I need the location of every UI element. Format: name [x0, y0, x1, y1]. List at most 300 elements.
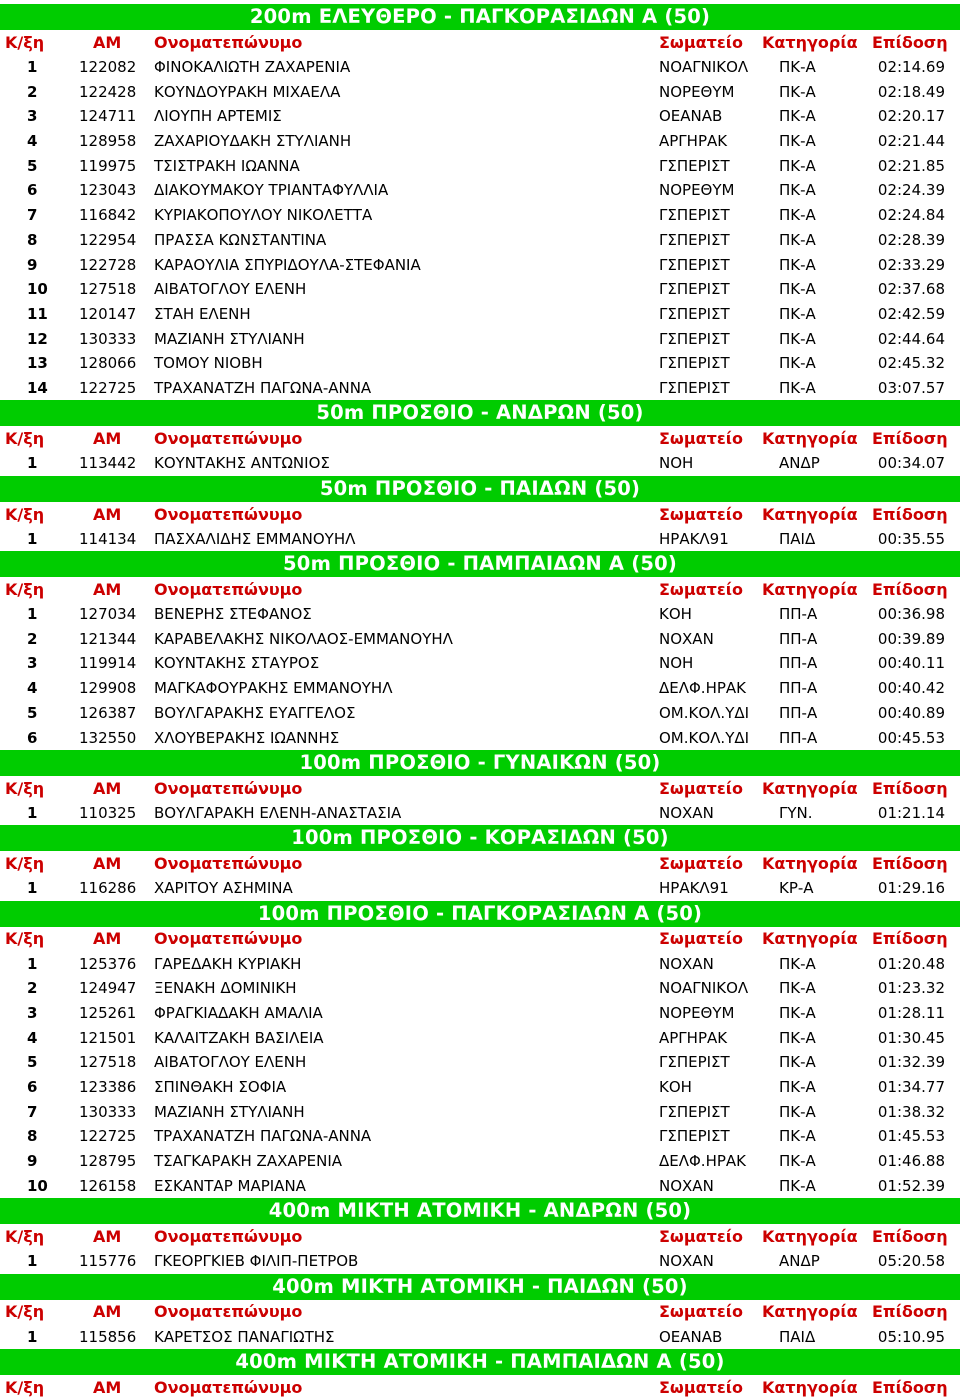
cell-time: 05:10.95 [877, 1327, 945, 1346]
event-title: 400m ΜΙΚΤΗ ΑΤΟΜΙΚΗ - ΑΝΔΡΩΝ (50) [0, 1198, 960, 1224]
event-title: 100m ΠΡΟΣΘΙΟ - ΓΥΝΑΙΚΩΝ (50) [0, 750, 960, 776]
cell-am: 122428 [79, 82, 137, 101]
event-title: 100m ΠΡΟΣΘΙΟ - ΠΑΓΚΟΡΑΣΙΔΩΝ Α (50) [0, 901, 960, 927]
cell-am: 116286 [79, 879, 137, 898]
cell-time: 01:23.32 [877, 979, 945, 998]
cell-name: ΚΑΡΑΟΥΛΙΑ ΣΠΥΡΙΔΟΥΛΑ-ΣΤΕΦΑΝΙΑ [154, 255, 421, 274]
header-club: Σωματείο [659, 579, 743, 599]
cell-club: ΝΟΗ [659, 454, 694, 473]
header-name: Ονοματεπώνυμο [154, 579, 303, 599]
table-row [0, 976, 960, 1001]
cell-time: 02:44.64 [877, 329, 945, 348]
header-club: Σωματείο [659, 32, 743, 52]
cell-rank: 6 [27, 728, 38, 747]
cell-name: ΑΙΒΑΤΟΓΛΟΥ ΕΛΕΝΗ [154, 280, 307, 299]
cell-time: 01:32.39 [877, 1053, 945, 1072]
cell-category: ΠΠ-Α [779, 605, 818, 624]
cell-am: 119914 [79, 654, 137, 673]
table-row [0, 153, 960, 178]
cell-time: 02:20.17 [877, 107, 945, 126]
cell-time: 00:39.89 [877, 629, 945, 648]
cell-am: 123043 [79, 181, 137, 200]
cell-name: ΕΣΚΑΝΤΑΡ ΜΑΡΙΑΝΑ [154, 1176, 306, 1195]
header-rank: Κ/ξη [5, 778, 45, 798]
header-am: ΑΜ [93, 778, 122, 798]
cell-category: ΠΚ-Α [779, 304, 816, 323]
cell-name: ΠΡΑΣΣΑ ΚΩΝΣΤΑΝΤΙΝΑ [154, 230, 327, 249]
cell-rank: 10 [27, 1176, 48, 1195]
cell-category: ΠΠ-Α [779, 728, 818, 747]
cell-category: ΠΚ-Α [779, 132, 816, 151]
header-category: Κατηγορία [762, 504, 858, 524]
header-club: Σωματείο [659, 929, 743, 949]
cell-rank: 7 [27, 1102, 38, 1121]
header-am: ΑΜ [93, 429, 122, 449]
cell-name: ΞΕΝΑΚΗ ΔΟΜΙΝΙΚΗ [154, 979, 297, 998]
header-am: ΑΜ [93, 854, 122, 874]
header-am: ΑΜ [93, 929, 122, 949]
cell-name: ΓΚΕΟΡΓΚΙΕΒ ΦΙΛΙΠ-ΠΕΤΡΟΒ [154, 1252, 359, 1271]
header-category: Κατηγορία [762, 778, 858, 798]
cell-name: ΜΑΖΙΑΝΗ ΣΤΥΛΙΑΝΗ [154, 1102, 305, 1121]
cell-name: ΖΑΧΑΡΙΟΥΔΑΚΗ ΣΤΥΛΙΑΝΗ [154, 132, 352, 151]
cell-club: ΝΟΡΕΘΥΜ [659, 82, 735, 101]
cell-rank: 1 [27, 58, 38, 77]
cell-name: ΧΑΡΙΤΟΥ ΑΣΗΜΙΝΑ [154, 879, 293, 898]
header-time: Επίδοση [872, 1227, 948, 1247]
header-rank: Κ/ξη [5, 1302, 45, 1322]
table-row [0, 228, 960, 253]
cell-club: ΝΟΑΓΝΙΚΟΛ [659, 979, 749, 998]
cell-club: ΝΟΧΑΝ [659, 629, 714, 648]
table-row [0, 1249, 960, 1274]
cell-rank: 1 [27, 605, 38, 624]
header-rank: Κ/ξη [5, 504, 45, 524]
cell-time: 02:24.39 [877, 181, 945, 200]
cell-time: 01:29.16 [877, 879, 945, 898]
cell-name: ΚΑΡΑΒΕΛΑΚΗΣ ΝΙΚΟΛΑΟΣ-ΕΜΜΑΝΟΥΗΛ [154, 629, 453, 648]
cell-am: 122725 [79, 1127, 137, 1146]
cell-club: ΓΣΠΕΡΙΣΤ [659, 230, 730, 249]
table-row [0, 79, 960, 104]
header-time: Επίδοση [872, 1302, 948, 1322]
cell-club: ΓΣΠΕΡΙΣΤ [659, 280, 730, 299]
column-header-row [0, 851, 960, 876]
cell-rank: 5 [27, 703, 38, 722]
header-name: Ονοματεπώνυμο [154, 504, 303, 524]
cell-rank: 11 [27, 304, 48, 323]
header-am: ΑΜ [93, 504, 122, 524]
cell-am: 126158 [79, 1176, 137, 1195]
cell-time: 00:36.98 [877, 605, 945, 624]
cell-time: 03:07.57 [877, 378, 945, 397]
cell-club: ΓΣΠΕΡΙΣΤ [659, 206, 730, 225]
header-club: Σωματείο [659, 1377, 743, 1397]
cell-am: 122725 [79, 378, 137, 397]
header-name: Ονοματεπώνυμο [154, 929, 303, 949]
cell-rank: 10 [27, 280, 48, 299]
cell-am: 120147 [79, 304, 137, 323]
cell-time: 01:46.88 [877, 1152, 945, 1171]
cell-name: ΛΙΟΥΠΗ ΑΡΤΕΜΙΣ [154, 107, 282, 126]
table-row [0, 1324, 960, 1349]
cell-name: ΤΡΑΧΑΝΑΤΖΗ ΠΑΓΩΝΑ-ΑΝΝΑ [154, 1127, 372, 1146]
cell-club: ΝΟΧΑΝ [659, 803, 714, 822]
header-club: Σωματείο [659, 1227, 743, 1247]
table-row [0, 701, 960, 726]
cell-time: 02:28.39 [877, 230, 945, 249]
header-category: Κατηγορία [762, 1227, 858, 1247]
cell-name: ΑΙΒΑΤΟΓΛΟΥ ΕΛΕΝΗ [154, 1053, 307, 1072]
header-time: Επίδοση [872, 854, 948, 874]
cell-am: 123386 [79, 1078, 137, 1097]
cell-club: ΓΣΠΕΡΙΣΤ [659, 304, 730, 323]
cell-time: 02:42.59 [877, 304, 945, 323]
table-row [0, 651, 960, 676]
table-row [0, 1174, 960, 1199]
cell-am: 127518 [79, 280, 137, 299]
header-am: ΑΜ [93, 32, 122, 52]
header-rank: Κ/ξη [5, 1227, 45, 1247]
header-category: Κατηγορία [762, 1377, 858, 1397]
cell-rank: 12 [27, 329, 48, 348]
table-row [0, 451, 960, 476]
cell-rank: 5 [27, 156, 38, 175]
cell-rank: 4 [27, 1028, 38, 1047]
cell-time: 02:24.84 [877, 206, 945, 225]
header-category: Κατηγορία [762, 429, 858, 449]
cell-category: ΠΠ-Α [779, 703, 818, 722]
cell-am: 122954 [79, 230, 137, 249]
header-category: Κατηγορία [762, 854, 858, 874]
cell-rank: 1 [27, 529, 38, 548]
cell-club: ΓΣΠΕΡΙΣΤ [659, 1102, 730, 1121]
header-club: Σωματείο [659, 1302, 743, 1322]
cell-club: ΓΣΠΕΡΙΣΤ [659, 354, 730, 373]
header-category: Κατηγορία [762, 929, 858, 949]
cell-time: 02:33.29 [877, 255, 945, 274]
cell-club: ΗΡΑΚΛ91 [659, 879, 729, 898]
cell-am: 130333 [79, 1102, 137, 1121]
cell-category: ΠΚ-Α [779, 954, 816, 973]
cell-am: 122728 [79, 255, 137, 274]
cell-category: ΠΚ-Α [779, 1102, 816, 1121]
cell-category: ΠΚ-Α [779, 1053, 816, 1072]
cell-am: 127034 [79, 605, 137, 624]
cell-rank: 4 [27, 132, 38, 151]
cell-category: ΠΚ-Α [779, 1028, 816, 1047]
cell-am: 130333 [79, 329, 137, 348]
cell-time: 00:40.89 [877, 703, 945, 722]
cell-am: 122082 [79, 58, 137, 77]
cell-name: ΤΟΜΟΥ ΝΙΟΒΗ [154, 354, 263, 373]
table-row [0, 203, 960, 228]
cell-am: 125376 [79, 954, 137, 973]
cell-category: ΠΚ-Α [779, 354, 816, 373]
table-row [0, 277, 960, 302]
cell-name: ΚΑΡΕΤΣΟΣ ΠΑΝΑΓΙΩΤΗΣ [154, 1327, 335, 1346]
cell-category: ΠΚ-Α [779, 58, 816, 77]
cell-rank: 2 [27, 82, 38, 101]
cell-time: 02:18.49 [877, 82, 945, 101]
cell-time: 00:40.42 [877, 679, 945, 698]
table-row [0, 1099, 960, 1124]
cell-club: ΓΣΠΕΡΙΣΤ [659, 1127, 730, 1146]
header-rank: Κ/ξη [5, 579, 45, 599]
cell-name: ΧΛΟΥΒΕΡΑΚΗΣ ΙΩΑΝΝΗΣ [154, 728, 340, 747]
header-category: Κατηγορία [762, 1302, 858, 1322]
table-row [0, 951, 960, 976]
header-category: Κατηγορία [762, 579, 858, 599]
header-name: Ονοματεπώνυμο [154, 32, 303, 52]
cell-rank: 8 [27, 1127, 38, 1146]
cell-club: ΝΟΧΑΝ [659, 954, 714, 973]
cell-category: ΠΚ-Α [779, 1078, 816, 1097]
table-row [0, 1075, 960, 1100]
cell-club: ΟΕΑΝΑΒ [659, 1327, 723, 1346]
cell-category: ΠΠ-Α [779, 654, 818, 673]
cell-name: ΤΣΑΓΚΑΡΑΚΗ ΖΑΧΑΡΕΝΙΑ [154, 1152, 343, 1171]
header-name: Ονοματεπώνυμο [154, 429, 303, 449]
table-row [0, 104, 960, 129]
cell-name: ΜΑΓΚΑΦΟΥΡΑΚΗΣ ΕΜΜΑΝΟΥΗΛ [154, 679, 393, 698]
cell-am: 115776 [79, 1252, 137, 1271]
cell-category: ΠΚ-Α [779, 280, 816, 299]
event-title: 400m ΜΙΚΤΗ ΑΤΟΜΙΚΗ - ΠΑΜΠΑΙΔΩΝ Α (50) [0, 1349, 960, 1375]
cell-am: 121501 [79, 1028, 137, 1047]
table-row [0, 676, 960, 701]
cell-name: ΚΑΛΑΙΤΖΑΚΗ ΒΑΣΙΛΕΙΑ [154, 1028, 324, 1047]
table-row [0, 302, 960, 327]
cell-category: ΠΚ-Α [779, 378, 816, 397]
cell-category: ΠΚ-Α [779, 1176, 816, 1195]
table-row [0, 252, 960, 277]
cell-club: ΑΡΓΗΡΑΚ [659, 132, 728, 151]
cell-am: 124947 [79, 979, 137, 998]
cell-club: ΓΣΠΕΡΙΣΤ [659, 378, 730, 397]
cell-am: 116842 [79, 206, 137, 225]
table-row [0, 526, 960, 551]
header-name: Ονοματεπώνυμο [154, 1302, 303, 1322]
cell-category: ΠΚ-Α [779, 1127, 816, 1146]
header-rank: Κ/ξη [5, 1377, 45, 1397]
cell-rank: 14 [27, 378, 48, 397]
cell-category: ΠΠ-Α [779, 629, 818, 648]
header-time: Επίδοση [872, 1377, 948, 1397]
table-row [0, 351, 960, 376]
column-header-row [0, 1375, 960, 1400]
cell-am: 128958 [79, 132, 137, 151]
cell-time: 00:40.11 [877, 654, 945, 673]
cell-rank: 2 [27, 629, 38, 648]
cell-category: ΠΠ-Α [779, 679, 818, 698]
cell-time: 01:45.53 [877, 1127, 945, 1146]
cell-name: ΚΟΥΝΤΑΚΗΣ ΑΝΤΩΝΙΟΣ [154, 454, 330, 473]
cell-rank: 3 [27, 1004, 38, 1023]
cell-time: 01:52.39 [877, 1176, 945, 1195]
cell-time: 02:14.69 [877, 58, 945, 77]
cell-am: 126387 [79, 703, 137, 722]
cell-club: ΚΟΗ [659, 1078, 692, 1097]
results-sheet [0, 4, 960, 1400]
cell-name: ΠΑΣΧΑΛΙΔΗΣ ΕΜΜΑΝΟΥΗΛ [154, 529, 356, 548]
header-time: Επίδοση [872, 778, 948, 798]
cell-category: ΠΚ-Α [779, 255, 816, 274]
cell-rank: 6 [27, 1078, 38, 1097]
cell-rank: 6 [27, 181, 38, 200]
table-row [0, 376, 960, 401]
cell-time: 01:20.48 [877, 954, 945, 973]
cell-category: ΠΚ-Α [779, 82, 816, 101]
cell-club: ΟΜ.ΚΟΛ.ΥΔΙ [659, 703, 750, 722]
cell-name: ΣΠΙΝΘΑΚΗ ΣΟΦΙΑ [154, 1078, 287, 1097]
header-rank: Κ/ξη [5, 32, 45, 52]
cell-club: ΓΣΠΕΡΙΣΤ [659, 255, 730, 274]
event-title: 400m ΜΙΚΤΗ ΑΤΟΜΙΚΗ - ΠΑΙΔΩΝ (50) [0, 1274, 960, 1300]
cell-rank: 1 [27, 954, 38, 973]
header-club: Σωματείο [659, 429, 743, 449]
header-time: Επίδοση [872, 504, 948, 524]
header-name: Ονοματεπώνυμο [154, 778, 303, 798]
cell-am: 128795 [79, 1152, 137, 1171]
event-title: 50m ΠΡΟΣΘΙΟ - ΠΑΜΠΑΙΔΩΝ Α (50) [0, 551, 960, 577]
cell-rank: 4 [27, 679, 38, 698]
cell-time: 02:21.44 [877, 132, 945, 151]
cell-name: ΜΑΖΙΑΝΗ ΣΤΥΛΙΑΝΗ [154, 329, 305, 348]
cell-club: ΗΡΑΚΛ91 [659, 529, 729, 548]
header-am: ΑΜ [93, 579, 122, 599]
cell-time: 01:38.32 [877, 1102, 945, 1121]
cell-am: 110325 [79, 803, 137, 822]
cell-club: ΓΣΠΕΡΙΣΤ [659, 329, 730, 348]
cell-rank: 9 [27, 255, 38, 274]
cell-am: 113442 [79, 454, 137, 473]
column-header-row [0, 30, 960, 55]
header-club: Σωματείο [659, 854, 743, 874]
cell-name: ΓΑΡΕΔΑΚΗ ΚΥΡΙΑΚΗ [154, 954, 302, 973]
header-name: Ονοματεπώνυμο [154, 1377, 303, 1397]
cell-club: ΔΕΛΦ.ΗΡΑΚ [659, 679, 746, 698]
cell-am: 124711 [79, 107, 137, 126]
cell-club: ΝΟΗ [659, 654, 694, 673]
cell-category: ΠΚ-Α [779, 1152, 816, 1171]
table-row [0, 1124, 960, 1149]
cell-name: ΦΙΝΟΚΑΛΙΩΤΗ ΖΑΧΑΡΕΝΙΑ [154, 58, 351, 77]
column-header-row [0, 1224, 960, 1249]
cell-time: 01:30.45 [877, 1028, 945, 1047]
cell-am: 119975 [79, 156, 137, 175]
cell-am: 128066 [79, 354, 137, 373]
event-title: 50m ΠΡΟΣΘΙΟ - ΠΑΙΔΩΝ (50) [0, 476, 960, 502]
header-am: ΑΜ [93, 1227, 122, 1247]
column-header-row [0, 776, 960, 801]
table-row [0, 626, 960, 651]
cell-rank: 9 [27, 1152, 38, 1171]
header-category: Κατηγορία [762, 32, 858, 52]
cell-category: ΠΚ-Α [779, 230, 816, 249]
cell-time: 00:45.53 [877, 728, 945, 747]
table-row [0, 1025, 960, 1050]
table-row [0, 55, 960, 80]
column-header-row [0, 1300, 960, 1325]
table-row [0, 602, 960, 627]
cell-club: ΔΕΛΦ.ΗΡΑΚ [659, 1152, 746, 1171]
cell-club: ΓΣΠΕΡΙΣΤ [659, 156, 730, 175]
header-time: Επίδοση [872, 429, 948, 449]
table-row [0, 129, 960, 154]
table-row [0, 725, 960, 750]
cell-time: 02:21.85 [877, 156, 945, 175]
cell-club: ΝΟΧΑΝ [659, 1252, 714, 1271]
header-name: Ονοματεπώνυμο [154, 1227, 303, 1247]
cell-club: ΓΣΠΕΡΙΣΤ [659, 1053, 730, 1072]
cell-rank: 1 [27, 1252, 38, 1271]
cell-category: ΠΚ-Α [779, 979, 816, 998]
event-title: 50m ΠΡΟΣΘΙΟ - ΑΝΔΡΩΝ (50) [0, 400, 960, 426]
cell-rank: 7 [27, 206, 38, 225]
cell-rank: 1 [27, 1327, 38, 1346]
table-row [0, 1001, 960, 1026]
cell-name: ΚΥΡΙΑΚΟΠΟΥΛΟΥ ΝΙΚΟΛΕΤΤΑ [154, 206, 373, 225]
cell-category: ΠΚ-Α [779, 329, 816, 348]
cell-rank: 1 [27, 803, 38, 822]
cell-club: ΝΟΡΕΘΥΜ [659, 181, 735, 200]
cell-name: ΔΙΑΚΟΥΜΑΚΟΥ ΤΡΙΑΝΤΑΦΥΛΛΙΑ [154, 181, 389, 200]
header-am: ΑΜ [93, 1377, 122, 1397]
header-club: Σωματείο [659, 778, 743, 798]
cell-category: ΚΡ-Α [779, 879, 814, 898]
header-time: Επίδοση [872, 929, 948, 949]
table-row [0, 1149, 960, 1174]
header-name: Ονοματεπώνυμο [154, 854, 303, 874]
column-header-row [0, 927, 960, 952]
cell-name: ΦΡΑΓΚΙΑΔΑΚΗ ΑΜΑΛΙΑ [154, 1004, 323, 1023]
column-header-row [0, 502, 960, 527]
cell-time: 00:35.55 [877, 529, 945, 548]
column-header-row [0, 577, 960, 602]
cell-rank: 1 [27, 454, 38, 473]
cell-category: ΠΚ-Α [779, 206, 816, 225]
cell-time: 05:20.58 [877, 1252, 945, 1271]
cell-rank: 8 [27, 230, 38, 249]
cell-am: 115856 [79, 1327, 137, 1346]
header-rank: Κ/ξη [5, 854, 45, 874]
cell-time: 01:21.14 [877, 803, 945, 822]
cell-club: ΝΟΡΕΘΥΜ [659, 1004, 735, 1023]
header-time: Επίδοση [872, 579, 948, 599]
cell-name: ΒΟΥΛΓΑΡΑΚΗΣ ΕΥΑΓΓΕΛΟΣ [154, 703, 356, 722]
event-title: 200m ΕΛΕΥΘΕΡΟ - ΠΑΓΚΟΡΑΣΙΔΩΝ Α (50) [0, 4, 960, 30]
header-rank: Κ/ξη [5, 429, 45, 449]
cell-club: ΝΟΑΓΝΙΚΟΛ [659, 58, 749, 77]
cell-rank: 13 [27, 354, 48, 373]
cell-category: ΑΝΔΡ [779, 1252, 820, 1271]
table-row [0, 876, 960, 901]
cell-name: ΣΤΑΗ ΕΛΕΝΗ [154, 304, 251, 323]
cell-category: ΠΑΙΔ [779, 1327, 816, 1346]
cell-rank: 3 [27, 654, 38, 673]
header-rank: Κ/ξη [5, 929, 45, 949]
cell-time: 00:34.07 [877, 454, 945, 473]
column-header-row [0, 426, 960, 451]
cell-club: ΝΟΧΑΝ [659, 1176, 714, 1195]
cell-category: ΓΥΝ. [779, 803, 813, 822]
cell-am: 114134 [79, 529, 137, 548]
header-time: Επίδοση [872, 32, 948, 52]
cell-rank: 1 [27, 879, 38, 898]
cell-club: ΑΡΓΗΡΑΚ [659, 1028, 728, 1047]
cell-rank: 3 [27, 107, 38, 126]
